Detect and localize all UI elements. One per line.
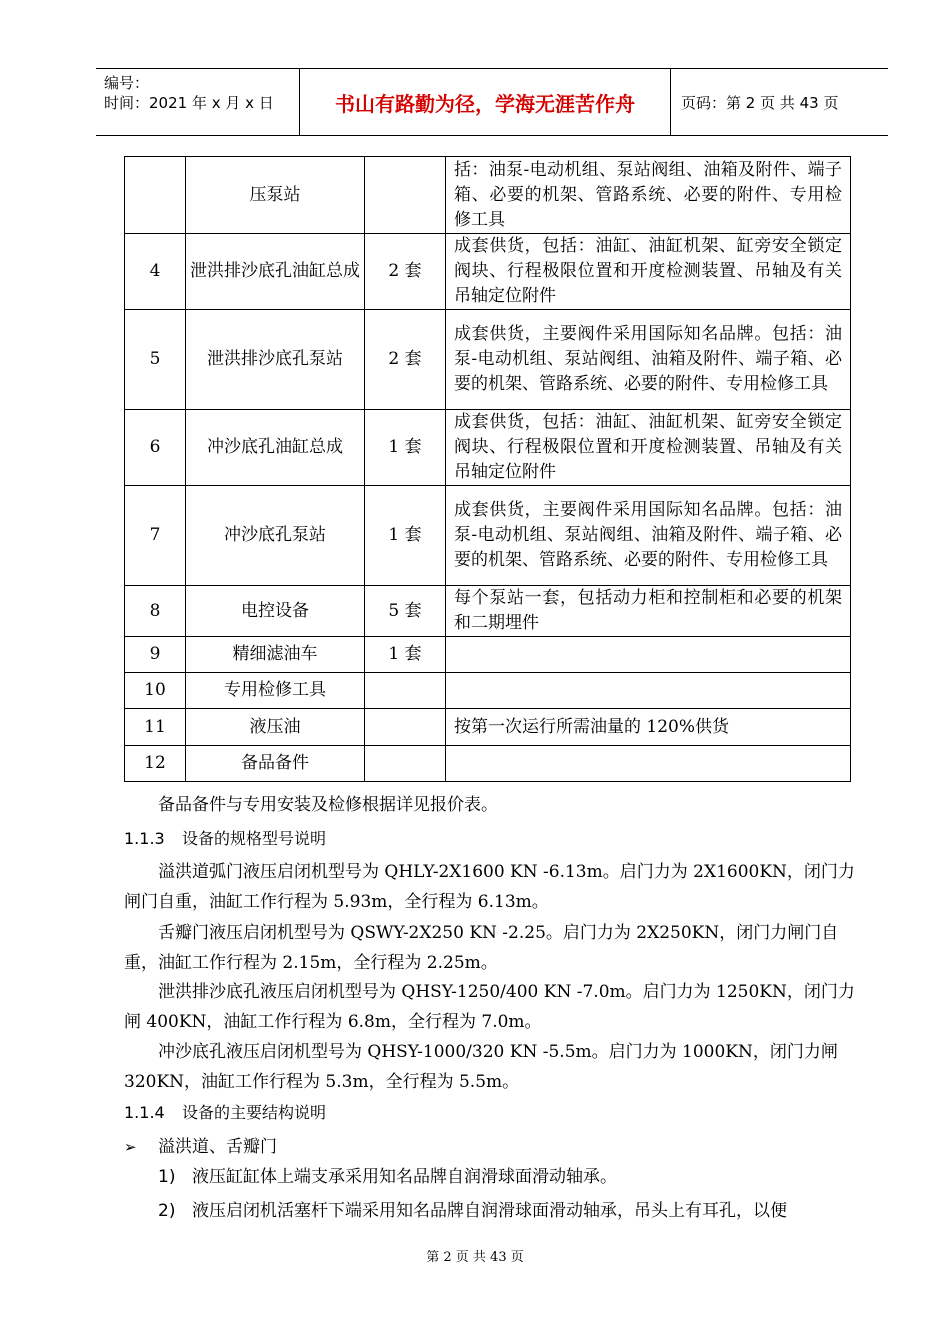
row-description [446,746,851,782]
paragraph-flushing-outlet: 冲沙底孔液压启闭机型号为 QHSY-1000/320 KN -5.5m。启门力为 1000KN，闭门力闸 320KN，油缸工作行程为 5.3m，全行程为 5.5m。 [124,1042,838,1092]
item-number: 1) [158,1167,176,1187]
row-number: 9 [125,637,186,673]
section-title: 设备的规格型号说明 [182,829,327,848]
row-name: 精细滤油车 [186,637,365,673]
header-motto: 书山有路勤为径，学海无涯苦作舟 [300,69,671,135]
table-row [125,486,851,586]
table-row [125,586,851,637]
row-quantity: 2 套 [365,310,446,410]
row-description [446,673,851,709]
row-description: 括：油泵-电动机组、泵站阀组、油箱及附件、端子箱、必要的机架、管路系统、必要的附件、专用检修工具 [446,157,851,234]
table-row [125,746,851,782]
row-quantity: 1 套 [365,410,446,486]
row-description: 成套供货，主要阀件采用国际知名品牌。包括：油泵-电动机组、泵站阀组、油箱及附件、端子箱、必要的机架、管路系统、必要的附件、专用检修工具 [446,310,851,410]
section-heading-1-1-4 [124,1100,326,1123]
bullet-text: 溢洪道、舌瓣门 [158,1137,277,1157]
list-item [158,1162,861,1187]
paragraph-flap-gate: 舌瓣门液压启闭机型号为 QSWY-2X250 KN -2.25。启门力为 2X250KN，闭门力闸门自重，油缸工作行程为 2.15m，全行程为 2.25m。 [124,923,839,973]
section-title: 设备的主要结构说明 [182,1103,327,1122]
row-name: 备品备件 [186,746,365,782]
row-description: 成套供货，包括：油缸、油缸机架、缸旁安全锁定阀块、行程极限位置和开度检测装置、吊轴及有关吊轴定位附件 [446,410,851,486]
row-quantity: 5 套 [365,586,446,637]
row-quantity: 1 套 [365,486,446,586]
row-name: 泄洪排沙底孔泵站 [186,310,365,410]
header-meta [96,69,300,135]
row-name: 泄洪排沙底孔油缸总成 [186,234,365,310]
row-number: 7 [125,486,186,586]
page-header [96,68,888,136]
paragraph-sediment-outlet: 泄洪排沙底孔液压启闭机型号为 QHSY-1250/400 KN -7.0m。启门力为 1250KN，闭门力闸 400KN，油缸工作行程为 6.8m，全行程为 7.0m。 [124,982,855,1032]
row-number: 8 [125,586,186,637]
section-number: 1.1.3 [124,829,165,848]
row-quantity: 2 套 [365,234,446,310]
row-number: 6 [125,410,186,486]
row-name: 专用检修工具 [186,673,365,709]
section-number: 1.1.4 [124,1103,165,1122]
arrow-bullet-icon: ➢ [124,1138,137,1156]
table-row [125,637,851,673]
row-number: 5 [125,310,186,410]
list-item [158,1196,861,1221]
row-description [446,637,851,673]
row-quantity: 1 套 [365,637,446,673]
page-footer: 第 2 页 共 43 页 [426,1250,524,1265]
row-description: 每个泵站一套，包括动力柜和控制柜和必要的机架和二期埋件 [446,586,851,637]
row-description: 成套供货，主要阀件采用国际知名品牌。包括：油泵-电动机组、泵站阀组、油箱及附件、端子箱、必要的机架、管路系统、必要的附件、专用检修工具 [446,486,851,586]
row-number: 10 [125,673,186,709]
row-name: 冲沙底孔油缸总成 [186,410,365,486]
row-quantity [365,709,446,746]
row-number [125,157,186,234]
row-description: 成套供货，包括：油缸、油缸机架、缸旁安全锁定阀块、行程极限位置和开度检测装置、吊轴及有关吊轴定位附件 [446,234,851,310]
time-label: 时间：2021 年 x 月 x 日 [104,94,274,112]
table-row [125,157,851,234]
table-row [125,709,851,746]
item-text: 液压启闭机活塞杆下端采用知名品牌自润滑球面滑动轴承，吊头上有耳孔，以便 [192,1201,787,1221]
table-note: 备品备件与专用安装及检修根据详见报价表。 [158,795,498,815]
row-name: 压泵站 [186,157,365,234]
equipment-table [124,156,851,782]
row-number: 11 [125,709,186,746]
paragraph-spillway-gate: 溢洪道弧门液压启闭机型号为 QHLY-2X1600 KN -6.13m。启门力为 2X1600KN，闭门力闸门自重，油缸工作行程为 5.93m，全行程为 6.13m。 [124,862,855,912]
item-text: 液压缸缸体上端支承采用知名品牌自润滑球面滑动轴承。 [192,1167,617,1187]
row-name: 冲沙底孔泵站 [186,486,365,586]
table-row [125,234,851,310]
row-quantity [365,157,446,234]
bullet-item [124,1132,277,1157]
row-number: 4 [125,234,186,310]
item-number: 2) [158,1201,176,1221]
row-quantity [365,673,446,709]
table-row [125,673,851,709]
table-row [125,310,851,410]
row-description: 按第一次运行所需油量的 120%供货 [446,709,851,746]
serial-label: 编号： [104,74,150,92]
row-name: 液压油 [186,709,365,746]
table-row [125,410,851,486]
header-page-info: 页码：第 2 页 共 43 页 [681,93,839,112]
row-quantity [365,746,446,782]
row-number: 12 [125,746,186,782]
section-heading-1-1-3 [124,826,326,849]
row-name: 电控设备 [186,586,365,637]
